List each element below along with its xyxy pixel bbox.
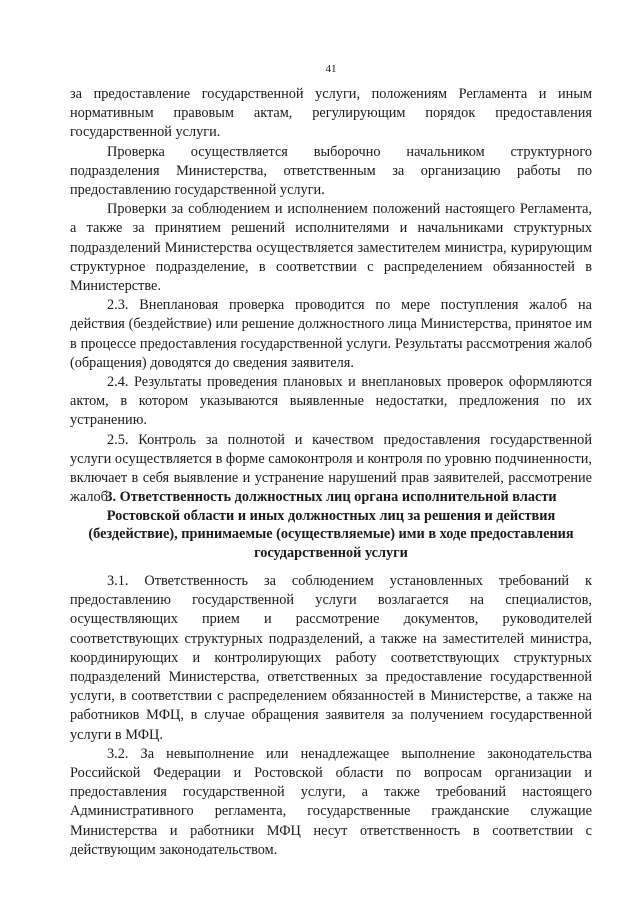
paragraph-continuation: за предоставление государственной услуги, положениям Регламента и иным нормативным правовым актам, регулирующим порядок предоставления государственной услуги. <box>70 86 592 141</box>
page-number: 41 <box>325 63 337 75</box>
paragraph-2-4: 2.4. Результаты проведения плановых и внеплановых проверок оформляются актом, в котором указываются выявленные недостатки, предложения по их устранению. <box>70 374 592 429</box>
paragraph-3-1: 3.1. Ответственность за соблюдением установленных требований к предоставлению государственной услуги возлагается на специалистов, осуществляющих прием и рассмотрение документов, руководителей соответствующих структурных подразделений, а также на заместителей министра, координирующих и контролирующих работу соответствующих структурных подразделений Министерства, ответственных за предоставление государственной услуги, в соответствии с распределением обязанностей в Министерстве, а также на работников МФЦ, в случае обращения заявителя за получением государственной услуги в МФЦ. <box>70 573 592 743</box>
paragraph-3-2: 3.2. За невыполнение или ненадлежащее выполнение законодательства Российской Федерации и Ростовской области по вопросам организации и предоставления государственной услуги, а также требований настоящего Административного регламента, государственные гражданские служащие Министерства и работники МФЦ несут ответственность в соответствии с действующим законодательством. <box>70 745 592 858</box>
paragraph-selective-check: Проверка осуществляется выборочно начальником структурного подразделения Министерства, ответственным за организацию работы по предоставлению государственной услуги. <box>70 143 592 199</box>
paragraph-deputy-checks: Проверки за соблюдением и исполнением положений настоящего Регламента, а также за принятием решений исполнителями и начальниками структурных подразделений Министерства осуществляется заместителем министра, курирующим структурное подразделение, в соответствии с распределением обязанностей в Министерстве. <box>70 201 592 295</box>
paragraph-2-5: 2.5. Контроль за полнотой и качеством предоставления государственной услуги осуществляется в форме самоконтроля и контроля по уровню подчиненности, включает в себя выявление и устранение нарушений прав заявителей, рассмотрение жалоб. <box>70 431 592 506</box>
responsibility-section-text <box>70 572 592 860</box>
control-section-text <box>70 85 592 507</box>
section-3-heading: 3. Ответственность должностных лиц органа исполнительной власти Ростовской области и иных должностных лиц за решения и действия (бездействие), принимаемые (осуществляемые) ими в ходе предоставления государственной услуги <box>88 489 574 561</box>
paragraph-2-3: 2.3. Внеплановая проверка проводится по мере поступления жалоб на действия (бездействие) или решение должностного лица Министерства, принятое им в процессе предоставления государственной услуги. Результаты рассмотрения жалоб (обращения) доводятся до сведения заявителя. <box>70 297 592 371</box>
